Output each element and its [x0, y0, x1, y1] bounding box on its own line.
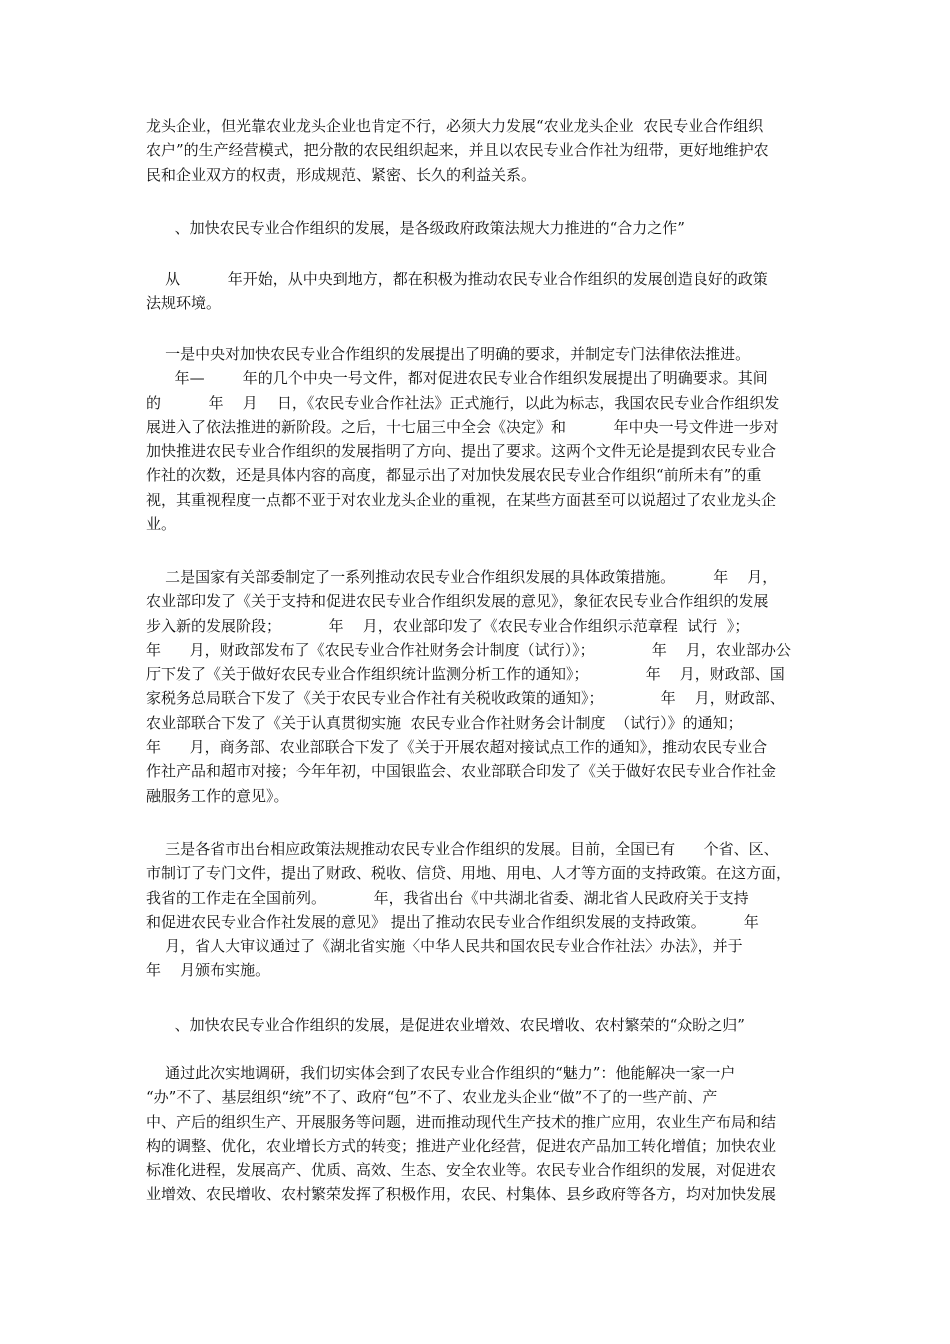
text-line: 和促进农民专业合作社发展的意见》 提出了推动农民专业合作组织发展的支持政策。 年: [146, 912, 759, 931]
text-line: 我省的工作走在全国前列。 年，我省出台《中共湖北省委、湖北省人民政府关于支持: [146, 888, 749, 907]
text-line: 二是国家有关部委制定了一系列推动农民专业合作组织发展的具体政策措施。 年 月，: [146, 568, 778, 586]
text-line: 中、产后的组织生产、开展服务等问题，进而推动现代生产技术的推广应用，农业生产布局和结: [146, 1112, 777, 1131]
text-line: 加快推进农民专业合作组织的发展指明了方向、提出了要求。这两个文件无论是提到农民专业合: [146, 442, 777, 461]
paragraph-2: [146, 267, 808, 316]
paragraph-4: [146, 565, 808, 808]
text-line: 年 月，商务部、农业部联合下发了《关于开展农超对接试点工作的通知》，推动农民专业合: [146, 738, 768, 757]
text-line: 法规环境。: [146, 294, 222, 313]
section-heading-2: [146, 216, 808, 240]
text-line: 标准化进程，发展高产、优质、高效、生态、安全农业等。农民专业合作组织的发展，对促进农: [146, 1161, 777, 1180]
text-line: 月，省人大审议通过了《湖北省实施〈中华人民共和国农民专业合作社法〉办法》，并于: [146, 937, 743, 956]
text-line: 作社的次数，还是具体内容的高度，都显示出了对加快发展农民专业合作组织“前所未有”的重: [146, 466, 762, 485]
text-line: 家税务总局联合下发了《关于农民专业合作社有关税收政策的通知》； 年 月，财政部、: [146, 689, 785, 708]
paragraph-1: [146, 114, 808, 187]
text-line: 龙头企业，但光靠农业龙头企业也肯定不行，必须大力发展“农业龙头企业 农民专业合作组织: [146, 117, 764, 135]
text-line: 三是各省市出台相应政策法规推动农民专业合作组织的发展。目前，全国已有 个省、区、: [146, 840, 779, 858]
text-line: 农业部联合下发了《关于认真贯彻实施 农民专业合作社财务会计制度 （试行）》的通知；: [146, 713, 743, 732]
heading-text: 、加快农民专业合作组织的发展，是各级政府政策法规大力推进的“合力之作”: [146, 219, 685, 237]
text-line: 一是中央对加快农民专业合作组织的发展提出了明确的要求，并制定专门法律依法推进。: [146, 345, 751, 363]
text-line: 农户”的生产经营模式，把分散的农民组织起来，并且以农民专业合作社为纽带，更好地维护农: [146, 141, 769, 160]
text-line: 展进入了依法推进的新阶段。之后，十七届三中全会《决定》和 年中央一号文件进一步对: [146, 417, 779, 436]
text-line: 步入新的发展阶段； 年 月，农业部印发了《农民专业合作组织示范章程 试行 》；: [146, 616, 750, 635]
text-line: 通过此次实地调研，我们切实体会到了农民专业合作组织的“魅力”：他能解决一家一户: [146, 1064, 736, 1082]
section-heading-3: [146, 1013, 808, 1037]
paragraph-5: [146, 837, 808, 983]
text-line: 业。: [146, 515, 177, 534]
text-line: 年— 年的几个中央一号文件，都对促进农民专业合作组织发展提出了明确要求。其间: [146, 369, 768, 388]
text-line: 视，其重视程度一点都不亚于对农业龙头企业的重视，在某些方面甚至可以说超过了农业龙头企: [146, 490, 777, 509]
text-line: 构的调整、优化，农业增长方式的转变；推进产业化经营，促进农产品加工转化增值；加快农业: [146, 1136, 777, 1155]
paragraph-6: [146, 1061, 808, 1207]
text-line: 年 月颁布实施。: [146, 961, 271, 980]
text-line: 民和企业双方的权责，形成规范、紧密、长久的利益关系。: [146, 165, 537, 184]
text-line: 融服务工作的意见》。: [146, 786, 289, 805]
text-line: 农业部印发了《关于支持和促进农民专业合作组织发展的意见》，象征农民专业合作组织的发展: [146, 592, 769, 611]
text-line: 的 年 月 日，《农民专业合作社法》正式施行，以此为标志，我国农民专业合作组织发: [146, 393, 780, 412]
text-line: 厅下发了《关于做好农民专业合作组织统计监测分析工作的通知》； 年 月，财政部、国: [146, 665, 785, 684]
text-line: 从 年开始，从中央到地方，都在积极为推动农民专业合作组织的发展创造良好的政策: [146, 270, 768, 288]
text-line: “办”不了、基层组织“统”不了、政府“包”不了、农业龙头企业“做”不了的一些产前、产: [146, 1088, 718, 1107]
text-line: 业增效、农民增收、农村繁荣发挥了积极作用，农民、村集体、县乡政府等各方，均对加快发展: [146, 1185, 777, 1204]
text-line: 市制订了专门文件，提出了财政、税收、信贷、用地、用电、人才等方面的支持政策。在这方面，: [146, 864, 792, 883]
paragraph-3: [146, 342, 808, 536]
heading-text: 、加快农民专业合作组织的发展，是促进农业增效、农民增收、农村繁荣的“众盼之归”: [146, 1016, 745, 1034]
text-line: 年 月，财政部发布了《农民专业合作社财务会计制度（试行）》； 年 月，农业部办公: [146, 640, 791, 659]
text-line: 作社产品和超市对接；今年年初，中国银监会、农业部联合印发了《关于做好农民专业合作社金: [146, 762, 777, 781]
